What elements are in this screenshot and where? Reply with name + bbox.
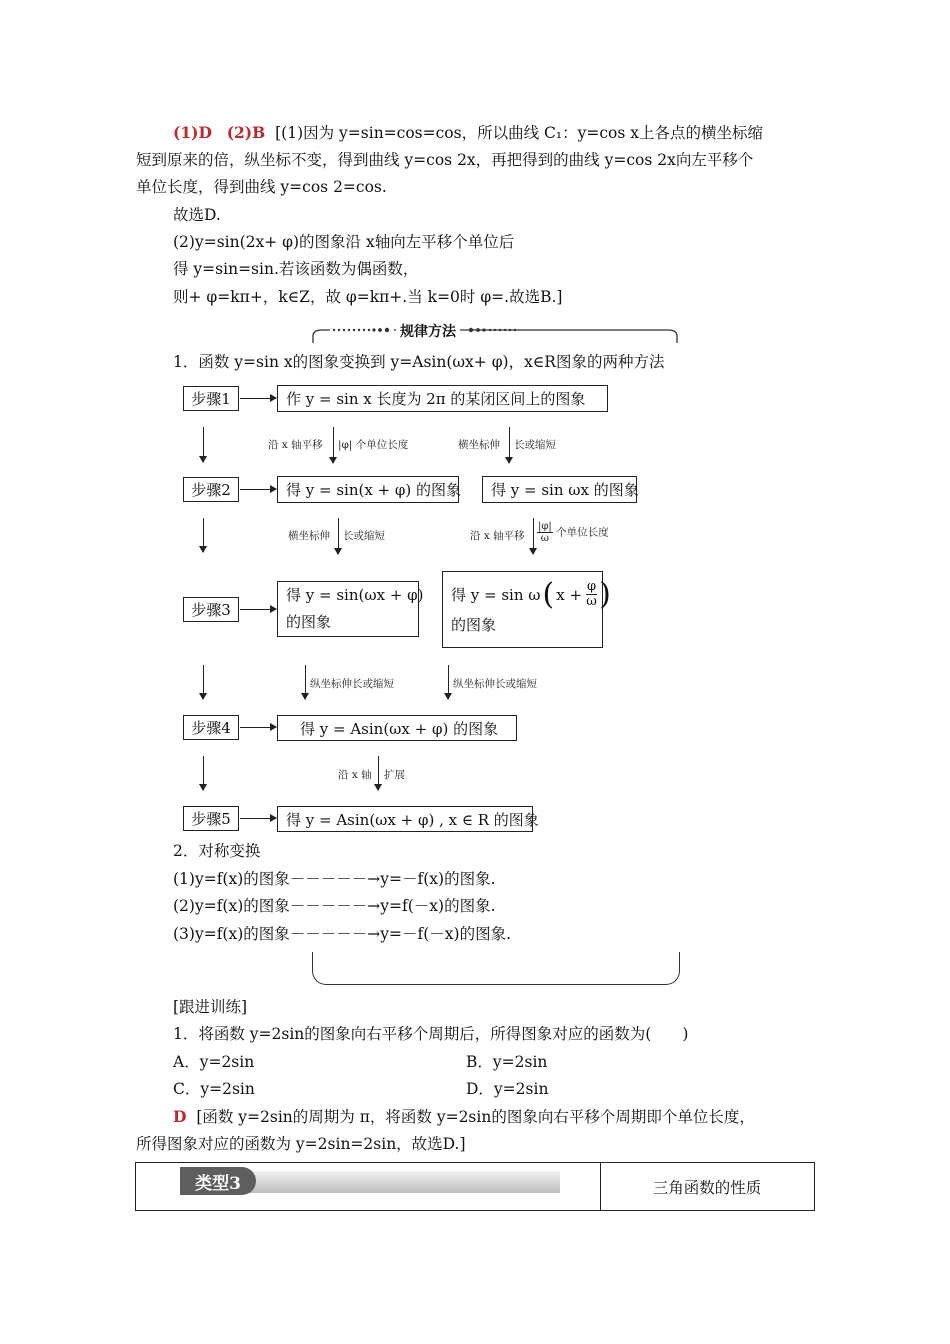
label-shift-2-fraction [537,521,609,544]
label-stretch-y-2: 纵坐标伸长或缩短 [453,678,537,690]
arrow-down-icon [305,665,306,699]
step-1-box [183,386,239,411]
box-step2-left: 得 y = sin(x + φ) 的图象 [277,476,459,503]
step-2-box [183,477,239,502]
step-1-label: 步骤1 [191,390,231,408]
label-shift-x-2: 沿 x 轴平移 [470,530,525,542]
answer-2: (2)B [226,123,266,142]
step-3-label: 步骤3 [191,601,231,619]
box-step3-right-prefix: 得 y = sin ω [451,585,541,604]
label-stretch-x-2: 横坐标伸 [288,530,330,542]
answer-1: (1)D [173,123,212,142]
box-step3-right [442,571,611,648]
box-step3-right-line1 [451,576,611,612]
arrow-down-icon [203,518,204,552]
practice-answer-line [173,1104,755,1130]
answer-line-7: 则+ φ=kπ+，k∈Z，故 φ=kπ+.当 k=0时 φ=.故选B.] [173,288,563,306]
arrow-right-icon [240,727,276,728]
banner-frame-icon [312,326,678,344]
step-5-label: 步骤5 [191,810,231,828]
arrow-down-icon [378,756,379,790]
box-step4: 得 y = Asin(ωx + φ) 的图象 [277,715,517,741]
phi-over-omega-small: $\frac{|\varphi|}{\omega}$ [538,521,552,544]
practice-label: [跟进训练] [173,998,248,1016]
practice-explanation-1: [函数 y=2sin的周期为 π，将函数 y=2sin的图象向右平移个周期即个单位长度， [196,1108,755,1126]
option-d: D．y=2sin [466,1080,549,1098]
answer-line-1 [173,120,763,146]
symmetry-2: (2)y=f(x)的图象－－－－－→y=f(－x)的图象. [173,897,496,915]
answer-line-4: 故选D. [173,206,221,224]
arrow-right-icon [240,489,276,490]
box-step3-right-x: x + [556,585,583,604]
arrow-right-icon [240,398,276,399]
arrow-down-icon [333,427,334,463]
right-paren-icon: ) [599,576,611,612]
box-step3-right-line2: 的图象 [451,615,497,634]
practice-question: 1．将函数 y=2sin的图象向右平移个周期后，所得图象对应的函数为( ) [173,1025,689,1043]
label-stretch-x-right: 长或缩短 [514,439,556,451]
arrow-down-icon [338,518,339,554]
step-4-label: 步骤4 [191,719,231,737]
label-shift-units: |φ| 个单位长度 [338,439,409,451]
type-tag: 类型3 [180,1167,256,1195]
arrow-right-icon [240,609,276,610]
method-banner [312,326,678,340]
label-along-x: 沿 x 轴 [338,769,372,781]
answer-line-6: 得 y=sin=sin.若该函数为偶函数， [173,260,419,278]
label-shift-x: 沿 x 轴平移 [268,439,323,451]
box-step2-right: 得 y = sin ωx 的图象 [482,476,637,503]
label-expand: 扩展 [384,769,405,781]
box-step5: 得 y = Asin(ωx + φ) , x ∈ R 的图象 [277,806,533,832]
arrow-down-icon [533,518,534,554]
type-header-table [135,1162,815,1211]
label-stretch-x-2-right: 长或缩短 [343,530,385,542]
arrow-down-icon [448,665,449,699]
box-step3-left [277,581,424,637]
box-step1: 作 y = sin x 长度为 2π 的某闭区间上的图象 [277,385,608,412]
answer-line-3: 单位长度，得到曲线 y=cos 2=cos. [136,178,387,196]
symmetry-3: (3)y=f(x)的图象－－－－－→y=－f(－x)的图象. [173,925,512,943]
option-a: A．y=2sin [173,1053,255,1071]
arrow-down-icon [203,665,204,699]
phi-over-omega-fraction: $\frac{\varphi}{\omega}$ [586,579,597,609]
step-3-box [183,597,239,622]
arrow-right-icon [240,818,276,819]
option-c: C．y=2sin [173,1080,255,1098]
box-step3-left-line2: 的图象 [286,613,332,631]
answer-text-1: [(1)因为 y=sin=cos=cos，所以曲线 C₁：y=cos x上各点的横坐标缩 [275,124,763,142]
left-paren-icon: ( [542,576,555,612]
label-shift-2-units: 个单位长度 [556,526,609,539]
answer-line-5: (2)y=sin(2x+ φ)的图象沿 x轴向左平移个单位后 [173,233,515,251]
answer-line-2: 短到原来的倍，纵坐标不变，得到曲线 y=cos 2x，再把得到的曲线 y=cos 2x向左平移个 [136,151,754,169]
label-stretch-y-1: 纵坐标伸长或缩短 [310,678,394,690]
type-title: 三角函数的性质 [652,1178,762,1197]
step-4-box [183,715,239,740]
step-2-label: 步骤2 [191,481,231,499]
practice-answer: D [173,1107,187,1126]
step-5-box [183,806,239,831]
box-step3-left-line1: 得 y = sin(ωx + φ) [286,586,424,604]
method-heading-2: 2．对称变换 [173,842,261,860]
method-heading-1: 1．函数 y=sin x的图象变换到 y=Asin(ωx+ φ)，x∈R图象的两种方法 [173,353,665,371]
practice-explanation-2: 所得图象对应的函数为 y=2sin=2sin，故选D.] [136,1135,466,1153]
arrow-down-icon [509,427,510,463]
banner-title: 规律方法 [396,321,460,341]
symmetry-1: (1)y=f(x)的图象－－－－－→y=－f(x)的图象. [173,870,496,888]
arrow-down-icon [203,756,204,790]
arrow-down-icon [203,427,204,462]
method-bracket-bottom [312,952,680,985]
option-b: B．y=2sin [466,1053,548,1071]
label-stretch-x: 横坐标伸 [458,439,500,451]
